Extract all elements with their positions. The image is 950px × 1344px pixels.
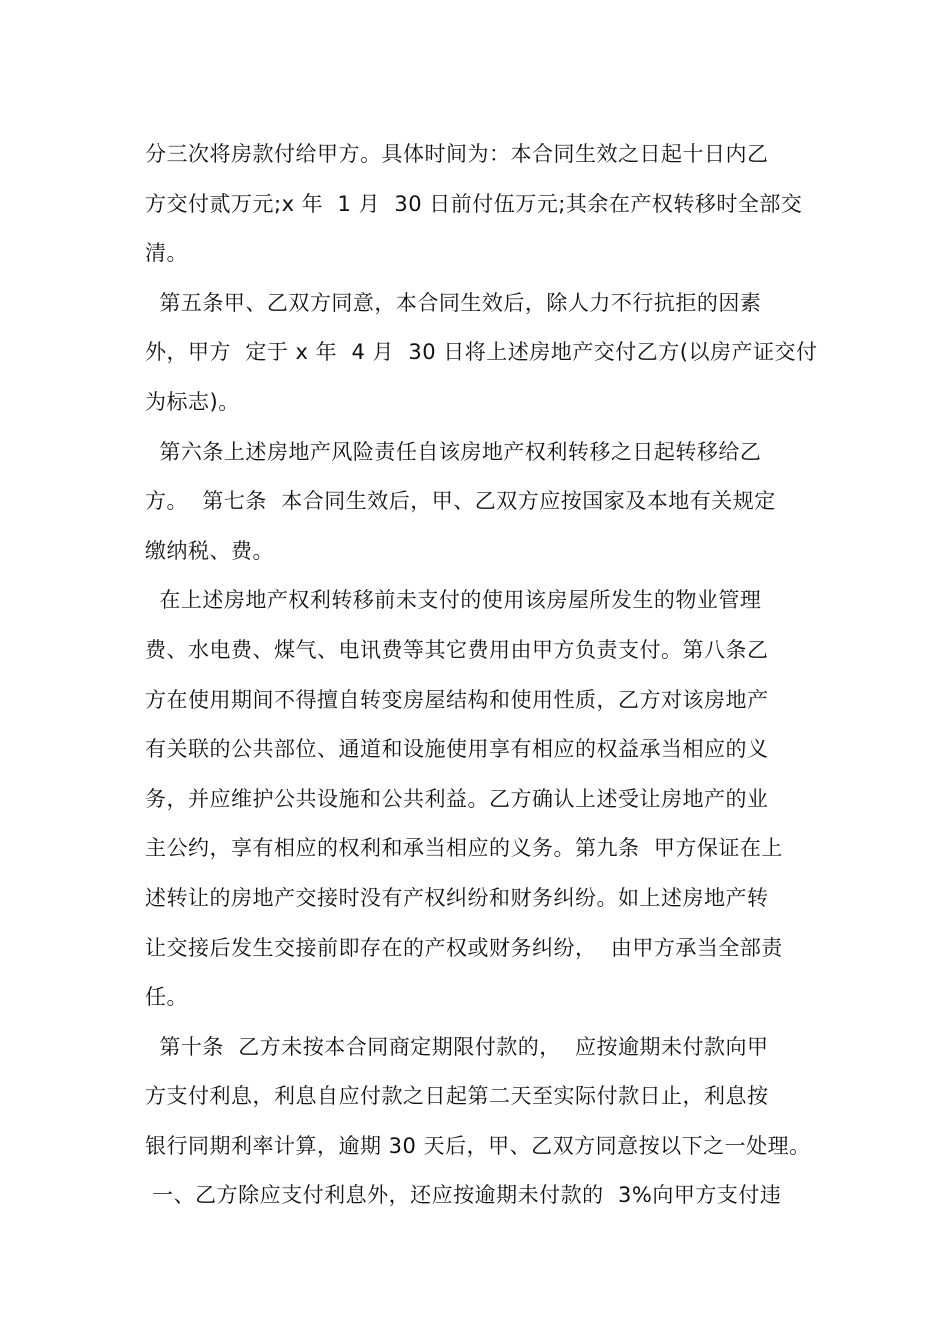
text-line: 方支付利息，利息自应付款之日起第二天至实际付款日止，利息按	[145, 1084, 769, 1109]
text-line: 银行同期利率计算，逾期 30 天后，甲、乙双方同意按以下之一处理。	[145, 1133, 811, 1158]
text-line: 让交接后发生交接前即存在的产权或财务纠纷， 由甲方承当全部责	[145, 935, 783, 960]
text-line: 方在使用期间不得擅自转变房屋结构和使用性质，乙方对该房地产	[145, 687, 769, 712]
text-line: 第五条甲、乙双方同意，本合同生效后，除人力不行抗拒的因素	[145, 290, 762, 315]
text-line: 在上述房地产权利转移前未支付的使用该房屋所发生的物业管理	[145, 588, 762, 613]
text-line: 任。	[145, 985, 188, 1010]
text-line: 有关联的公共部位、通道和设施使用享有相应的权益承当相应的义	[145, 737, 769, 762]
text-line: 务，并应维护公共设施和公共利益。乙方确认上述受让房地产的业	[145, 786, 769, 811]
text-line: 费、水电费、煤气、电讯费等其它费用由甲方负责支付。第八条乙	[145, 637, 769, 662]
text-line: 第十条 乙方未按本合同商定期限付款的， 应按逾期未付款向甲	[145, 1034, 769, 1059]
text-line: 清。	[145, 241, 188, 266]
text-line: 缴纳税、费。	[145, 538, 274, 563]
contract-text	[145, 130, 818, 1221]
text-line: 外，甲方 定于 x 年 4 月 30 日将上述房地产交付乙方(以房产证交付	[145, 340, 818, 365]
text-line: 方。 第七条 本合同生效后，甲、乙双方应按国家及本地有关规定	[145, 489, 776, 514]
text-line: 为标志)。	[145, 389, 240, 414]
text-line: 第六条上述房地产风险责任自该房地产权利转移之日起转移给乙	[145, 439, 762, 464]
text-line: 述转让的房地产交接时没有产权纠纷和财务纠纷。如上述房地产转	[145, 885, 769, 910]
text-line: 分三次将房款付给甲方。具体时间为：本合同生效之日起十日内乙	[145, 142, 769, 166]
text-line: 主公约，享有相应的权利和承当相应的义务。第九条 甲方保证在上	[145, 836, 783, 861]
text-line: 方交付贰万元;x 年 1 月 30 日前付伍万元;其余在产权转移时全部交	[145, 191, 803, 216]
text-line: 一、乙方除应支付利息外，还应按逾期未付款的 3%向甲方支付违	[145, 1183, 782, 1208]
